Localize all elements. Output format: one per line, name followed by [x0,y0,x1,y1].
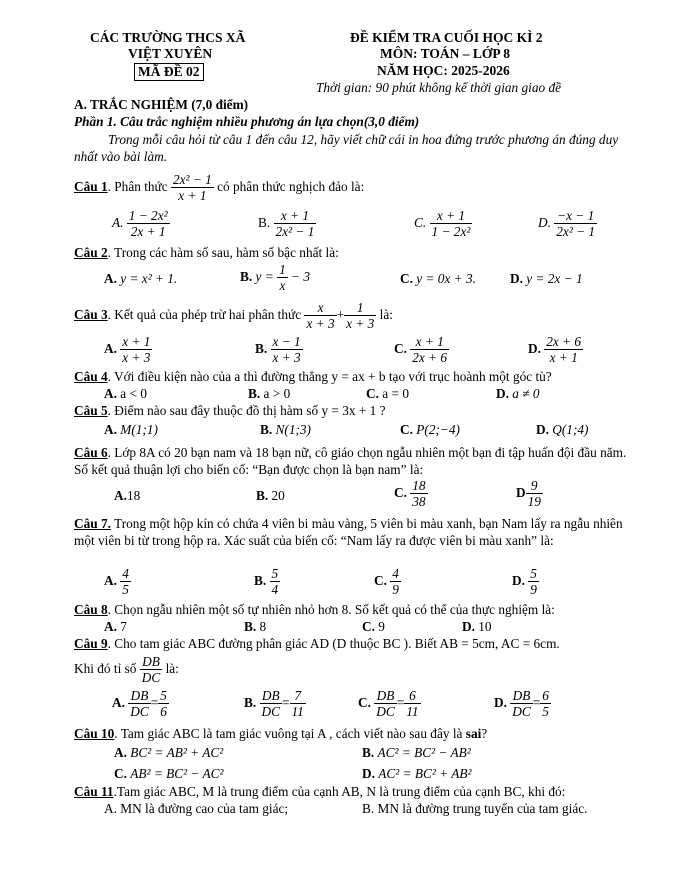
question-text: . Với điều kiện nào của a thì đường thẳng y = ax + b tạo với trục hoành một góc tù? [107,369,552,384]
question-text: . Cho tam giác ABC đường phân giác AD (D thuộc BC ). Biết AB = 5cm, AC = 6cm. [107,636,560,651]
q1-option-b: B. $\frac{x + 1}{\text{2x² − 1}}$ [258,208,315,240]
q2-option-c: C. y = 0x + 3. [400,271,476,286]
q2-option-b: B. y = $\frac{1}{x}$ − 3 [240,262,310,294]
question-label: Câu 1 [74,178,108,194]
q4-option-d: D. a ≠ 0 [496,386,540,401]
q8-option-d: D. 10 [462,619,492,634]
part1-title: Phần 1. Câu trắc nghiệm nhiều phương án lựa chọn(3,0 điểm) [74,114,420,129]
q10-option-b: B. AC² = BC² − AB² [362,745,471,760]
q10-option-a: A. BC² = AB² + AC² [114,745,224,760]
question-label: Câu 4 [74,369,108,384]
q5-option-c: C. P(2;−4) [400,422,460,437]
q4-option-b: B. a > 0 [248,386,291,401]
q11-option-a: A. MN là đường cao của tam giác; [104,801,289,816]
q2-option-a: A. y = x² + 1. [104,271,178,286]
q5-option-b: B. N(1;3) [260,422,311,437]
question-label: Câu 7. [74,516,111,531]
question-text-after: có phân thức nghịch đảo là: [217,178,365,194]
exam-subject: MÔN: TOÁN – LỚP 8 [380,46,511,61]
q9-option-c: C. $\frac{DB}{DC}$ = $\frac{6}{11}$ [358,688,419,720]
question-text: Trong một hộp kín có chứa 4 viên bi màu vàng, 5 viên bi màu xanh, bạn Nam lấy ra ngẫu nhiên một viên bi từ trong hộp ra. Xác suất của biến cố: “Nam lấy ra được viên bi màu xanh” là: [74,516,623,548]
q8-option-a: A. 7 [104,619,127,634]
question-text: . Tam giác ABC là tam giác vuông tại A , cách viết nào sau đây là [114,726,466,741]
q1-option-c: C. $\frac{x + 1}{\text{1 − 2x²}}$ [414,208,471,240]
exam-code: MÃ ĐỀ 02 [134,63,204,81]
question-9-line2: Khi đó tỉ số $\frac{DB}{DC}$ là: [74,654,179,686]
q7-option-b: B. $\frac{5}{4}$ [254,566,279,598]
question-text: . Lớp 8A có 20 bạn nam và 18 bạn nữ, cô giáo chọn ngẫu nhiên một bạn đi tập huấn đội đầu năm. Số kết quả thuận lợi cho biến cố: “Bạn được chọn là bạn nam” là: [74,445,627,477]
q9-option-b: B. $\frac{DB}{DC}$ = $\frac{7}{11}$ [244,688,304,720]
question-text: . Trong các hàm số sau, hàm số bậc nhất là: [107,245,339,260]
question-11 [74,784,565,800]
q5-option-d: D. Q(1;4) [536,422,589,437]
question-10: Câu 10. Tam giác ABC là tam giác vuông tại A , cách viết nào sau đây là sai? [74,726,488,741]
q9-option-d: D. $\frac{DB}{DC}$ = $\frac{6}{5}$ [494,688,549,720]
q3-option-c: C. $\frac{x + 1}{2x + 6}$ [394,334,448,366]
question-7 [74,515,630,549]
q8-option-b: B. 8 [244,619,267,634]
q7-option-a: A. $\frac{4}{5}$ [104,566,129,598]
question-2 [74,245,339,261]
question-label: Câu 9 [74,636,108,651]
question-text: .Tam giác ABC, M là trung điểm của cạnh AB, N là trung điểm của cạnh BC, khi đó: [113,784,566,799]
instruction: Trong mỗi câu hỏi từ câu 1 đến câu 12, hãy viết chữ cái in hoa đứng trước phương án đúng duy nhất vào bài làm. [74,132,619,164]
question-label: Câu 6 [74,445,108,460]
q10-option-c: C. AB² = BC² − AC² [114,766,224,781]
q1-option-a: A. $\frac{\text{1 − 2x²}}{2x + 1}$ [112,208,168,240]
question-text: . Điểm nào sau đây thuộc đồ thị hàm số y = 3x + 1 ? [107,403,386,418]
question-text: . Chọn ngẫu nhiên một số tự nhiên nhỏ hơn 8. Số kết quả có thể của thực nghiệm là: [107,602,555,617]
q6-option-b: B. 20 [256,488,285,503]
question-1 [74,172,364,204]
q9-option-a: A. $\frac{DB}{DC}$ = $\frac{5}{6}$ [112,688,167,720]
q6-option-a: A.18 [114,488,141,503]
question-4 [74,369,552,385]
q6-option-c: C. $\frac{18}{38}$ [394,478,426,510]
question-label: Câu 11 [74,784,114,799]
school-name-line1: CÁC TRƯỜNG THCS XÃ [90,30,246,45]
question-text: . Phân thức [107,178,168,194]
q3-option-d: D. $\frac{2x + 6}{x + 1}$ [528,334,582,366]
q4-option-a: A. a < 0 [104,386,147,401]
q3-option-b: B. $\frac{x - 1}{x + 3}$ [255,334,301,366]
school-name-line2: VIỆT XUYÊN [128,46,213,61]
question-label: Câu 10 [74,726,115,741]
q1-option-d: D. $\frac{-x - 1}{\text{2x² − 1}}$ [538,208,596,240]
question-label: Câu 5 [74,403,108,418]
q3-option-a: A. $\frac{x + 1}{x + 3}$ [104,334,151,366]
question-label: Câu 2 [74,245,108,260]
question-text: . Kết quả của phép trừ hai phân thức [107,306,302,322]
q11-option-b: B. MN là đường trung tuyến của tam giác. [362,801,588,816]
q4-option-c: C. a = 0 [366,386,409,401]
question-label: Câu 8 [74,602,108,617]
question-9 [74,636,560,652]
question-8 [74,602,555,618]
q10-option-d: D. AC² = BC² + AB² [362,766,472,781]
q5-option-a: A. M(1;1) [104,422,158,437]
school-year: NĂM HỌC: 2025-2026 [377,63,510,78]
time-note: Thời gian: 90 phút không kể thời gian giao đề [316,80,562,95]
question-6 [74,444,630,478]
fraction: $\frac{\text{2x² − 1}}{x + 1}$ [172,172,212,204]
question-5 [74,403,386,419]
question-3: Câu 3. Kết quả của phép trừ hai phân thức $\frac{x}{x + 3}$ + $\frac{1}{x + 3}$ là: [74,300,393,332]
q6-option-d: D $\frac{9}{19}$ [516,478,541,510]
exam-title: ĐỀ KIỂM TRA CUỐI HỌC KÌ 2 [350,30,543,45]
section-a-title: A. TRẮC NGHIỆM (7,0 điểm) [74,97,249,112]
question-label: Câu 3 [74,306,108,322]
q7-option-d: D. $\frac{5}{9}$ [512,566,537,598]
q2-option-d: D. y = 2x − 1 [510,271,583,286]
q7-option-c: C. $\frac{4}{9}$ [374,566,399,598]
q8-option-c: C. 9 [362,619,385,634]
